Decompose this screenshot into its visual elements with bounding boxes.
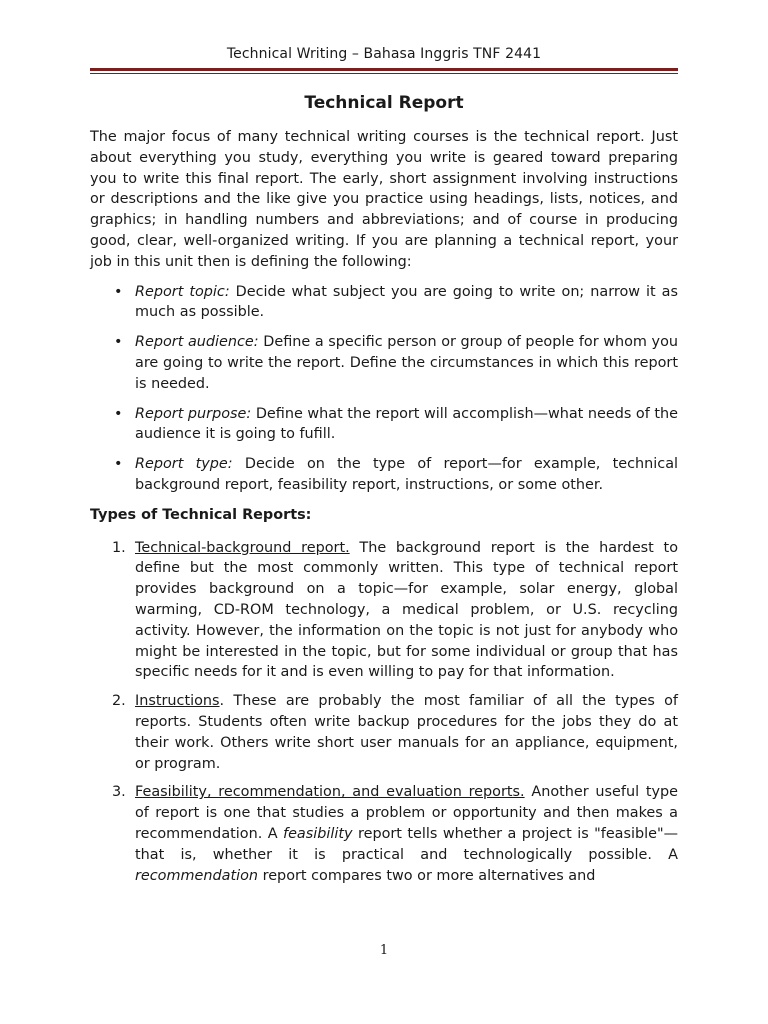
bullet-text: Decide on the type of report—for example, technical background report, feasibility report, instructions, or some other. <box>135 456 679 493</box>
report-type-name: Technical-background report. <box>135 539 350 556</box>
list-item <box>90 282 678 324</box>
emphasis-term: recommendation <box>135 867 259 884</box>
emphasis-term: feasibility <box>283 825 353 842</box>
bullet-text: Define what the report will accomplish—what needs of the audience it is going to fufill. <box>135 405 678 443</box>
list-item <box>90 332 678 394</box>
bullet-icon: • <box>114 283 123 300</box>
report-type-text: The background report is the hardest to define but the most commonly written. This type of technical report provides background on a topic—for example, solar energy, global warming, CD-ROM technology, a medical problem, or U.S. recycling activity. However, the information on the topic is not just for anybody who might be interested in the topic, but for some individual or group that has specific needs for it and is even willing to pay for that information. <box>135 539 678 681</box>
header-rule-thick <box>90 68 678 71</box>
page-number: 1 <box>379 943 389 958</box>
item-number: 2. <box>112 693 126 710</box>
item-number: 1. <box>112 539 126 556</box>
bullet-text: Define a specific person or group of people for whom you are going to write the report. Define the circumstances in which this report is needed. <box>135 334 679 392</box>
list-item <box>90 404 678 446</box>
report-type-name: Feasibility, recommendation, and evaluation reports. <box>135 784 525 801</box>
section-heading: Types of Technical Reports: <box>90 506 312 523</box>
list-item <box>90 454 678 496</box>
report-type-text: . These are probably the most familiar of all the types of reports. Students often write backup procedures for the jobs they do at their work. Others write short user manuals for an appliance, equipment, or program. <box>135 693 678 772</box>
list-item <box>90 782 678 886</box>
document-body <box>90 127 678 894</box>
report-types-list <box>90 538 678 887</box>
report-type-text: report tells whether a project is "feasible"—that is, whether it is practical and technologically possible. A <box>135 825 678 863</box>
item-number: 3. <box>112 784 126 801</box>
intro-paragraph: The major focus of many technical writing courses is the technical report. Just about everything you study, everything you write is geared toward preparing you to write this final report. The early, short assignment involving instructions or descriptions and the like give you practice using headings, lists, notices, and graphics; in handling numbers and abbreviations; and of course in producing good, clear, well-organized writing. If you are planning a technical report, your job in this unit then is defining the following: <box>90 129 678 270</box>
report-type-text: report compares two or more alternatives and <box>258 867 596 884</box>
page-title: Technical Report <box>304 93 464 113</box>
bullet-icon: • <box>114 405 123 422</box>
bullet-term: Report type: <box>135 456 233 473</box>
header-rule-thin <box>90 73 678 74</box>
bullet-term: Report topic: <box>135 283 230 300</box>
bullet-icon: • <box>114 334 123 351</box>
definition-list <box>90 282 678 496</box>
running-header: Technical Writing – Bahasa Inggris TNF 2441 <box>226 46 542 62</box>
report-type-text: Another useful type of report is one that studies a problem or opportunity and then makes a recommendation. A <box>135 784 678 842</box>
report-type-name: Instructions <box>135 693 220 710</box>
list-item <box>90 538 678 684</box>
list-item <box>90 691 678 774</box>
bullet-icon: • <box>114 456 123 473</box>
bullet-term: Report purpose: <box>135 405 252 422</box>
bullet-text: Decide what subject you are going to write on; narrow it as much as possible. <box>135 283 678 321</box>
bullet-term: Report audience: <box>135 334 259 351</box>
